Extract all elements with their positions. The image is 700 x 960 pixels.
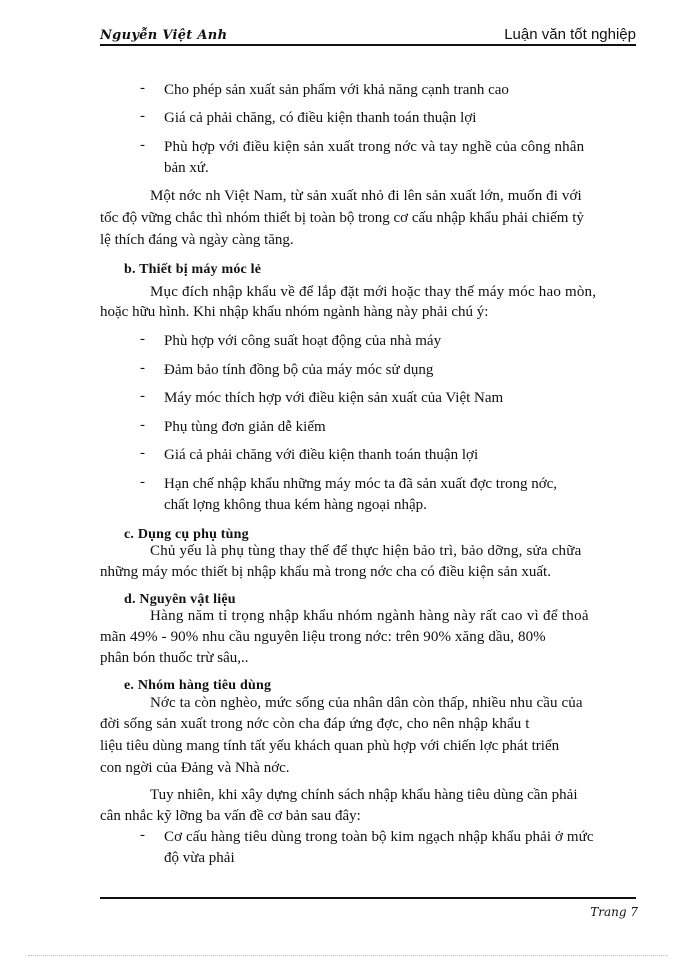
paragraph-line: những máy móc thiết bị nhập khẩu mà trong nớc cha có điều kiện sản xuất. xyxy=(100,564,551,580)
paragraph-line: phân bón thuốc trừ sâu,.. xyxy=(100,650,249,666)
bullet-dash: - xyxy=(140,80,145,96)
list-item: Giá cả phải chăng, có điều kiện thanh toán thuận lợi xyxy=(164,110,477,126)
bullet-dash: - xyxy=(140,137,145,153)
list-item-continuation: bản xứ. xyxy=(164,160,209,176)
list-item: Phù hợp với công suất hoạt động của nhà máy xyxy=(164,333,442,349)
list-item: Hạn chế nhập khẩu những máy móc ta đã sản xuất đợc trong nớc, xyxy=(164,476,558,492)
paragraph-line: cân nhắc kỹ lỡng ba vấn đề cơ bản sau đây: xyxy=(100,808,361,824)
list-item: Đảm bảo tính đồng bộ của máy móc sử dụng xyxy=(164,362,434,378)
bullet-dash: - xyxy=(140,474,145,490)
list-item: Giá cả phải chăng với điều kiện thanh toán thuận lợi xyxy=(164,447,479,463)
paragraph-line: Chủ yếu là phụ tùng thay thế để thực hiện bảo trì, bảo dỡng, sửa chữa xyxy=(150,543,582,559)
list-item: Máy móc thích hợp với điều kiện sản xuất của Việt Nam xyxy=(164,390,504,406)
section-heading-d: d. Nguyên vật liệu xyxy=(124,592,236,607)
footer-rule xyxy=(100,897,636,899)
section-heading-c: c. Dụng cụ phụ tùng xyxy=(124,527,249,542)
bullet-dash: - xyxy=(140,388,145,404)
document-type: Luận văn tốt nghiệp xyxy=(504,26,636,43)
section-heading-e: e. Nhóm hàng tiêu dùng xyxy=(124,678,272,693)
paragraph-line: Nớc ta còn nghèo, mức sống của nhân dân còn thấp, nhiều nhu cầu của xyxy=(150,695,583,711)
list-item-continuation: chất lợng không thua kém hàng ngoại nhập. xyxy=(164,497,427,513)
bullet-dash: - xyxy=(140,360,145,376)
bullet-dash: - xyxy=(140,827,145,843)
paragraph-line: tốc độ vững chắc thì nhóm thiết bị toàn bộ trong cơ cấu nhập khẩu phải chiếm tỷ xyxy=(100,210,584,226)
section-heading-b: b. Thiết bị máy móc lẻ xyxy=(124,262,262,277)
page-number: Trang 7 xyxy=(590,905,638,919)
bullet-dash: - xyxy=(140,417,145,433)
paragraph-line: Một nớc nh Việt Nam, từ sản xuất nhỏ đi lên sản xuất lớn, muốn đi với xyxy=(150,188,582,204)
page-edge-dotted-line xyxy=(28,955,668,956)
paragraph-line: Hàng năm tỉ trọng nhập khẩu nhóm ngành hàng này rất cao vì để thoả xyxy=(150,608,589,624)
list-item: Phù hợp với điều kiện sản xuất trong nớc và tay nghề của công nhân xyxy=(164,139,585,155)
header-rule xyxy=(100,44,636,46)
list-item-continuation: độ vừa phải xyxy=(164,850,235,866)
paragraph-line: Tuy nhiên, khi xây dựng chính sách nhập khẩu hàng tiêu dùng cần phải xyxy=(150,787,578,803)
bullet-dash: - xyxy=(140,445,145,461)
author-name: Nguyễn Việt Anh xyxy=(100,28,228,43)
paragraph-line: đời sống sản xuất trong nớc còn cha đáp ứng đợc, cho nên nhập khẩu t xyxy=(100,716,530,732)
paragraph-line: liệu tiêu dùng mang tính tất yếu khách quan phù hợp với chiến lợc phát triển xyxy=(100,738,560,754)
paragraph-line: mãn 49% - 90% nhu cầu nguyên liệu trong nớc: trên 90% xăng dầu, 80% xyxy=(100,629,546,645)
paragraph-line: Mục đích nhập khẩu về để lắp đặt mới hoặc thay thế máy móc hao mòn, xyxy=(150,284,597,300)
list-item: Cho phép sản xuất sản phẩm với khả năng cạnh tranh cao xyxy=(164,82,509,98)
paragraph-line: lệ thích đáng và ngày càng tăng. xyxy=(100,232,294,248)
list-item: Phụ tùng đơn giản dễ kiếm xyxy=(164,419,326,435)
bullet-dash: - xyxy=(140,108,145,124)
list-item: Cơ cấu hàng tiêu dùng trong toàn bộ kim ngạch nhập khẩu phải ở mức xyxy=(164,829,594,845)
paragraph-line: hoặc hữu hình. Khi nhập khẩu nhóm ngành hàng này phải chú ý: xyxy=(100,304,489,320)
paragraph-line: con ngời của Đảng và Nhà nớc. xyxy=(100,760,290,776)
bullet-dash: - xyxy=(140,331,145,347)
